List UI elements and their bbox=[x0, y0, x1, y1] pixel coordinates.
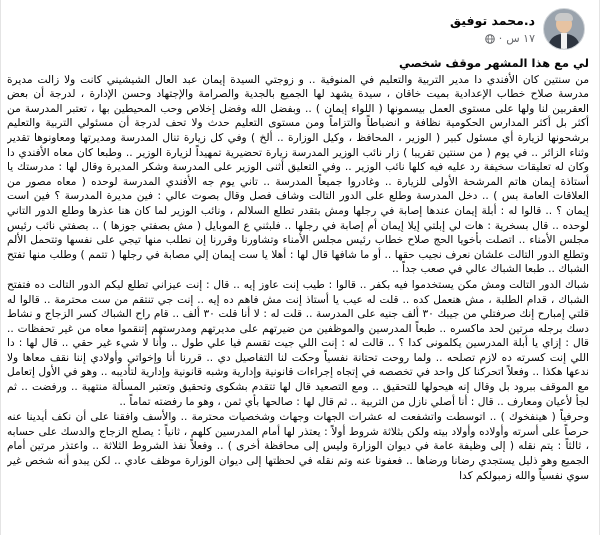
post-time[interactable]: ١٧ س bbox=[506, 32, 535, 45]
post-meta bbox=[450, 13, 535, 45]
globe-icon bbox=[485, 34, 495, 44]
author-avatar[interactable] bbox=[543, 8, 585, 50]
post-paragraph: من سنتين كان الأفندي دا مدير التربية والتعليم في المنوفية .. و زوجتي السيدة إيمان عبد العال الشيشيني كانت ولا زالت مديرة مدرسة صلاح خطاب الإعدادية بميت خاقان ، سيدة يشهد لها الجميع بالجدية والصرامة والإجتهاد وحسن الإدارة ، لدرجة أن بعض العقربين لنا ولها على مستوى العمل بيسمونها ( اللواء إيمان ) .. وبفضل الله وفضل إخلاص وحب المحيطين بها ، تعتبر المدرسة من أكثر بل أكثر المدارس الحكومية نظافة و انضباطاً والتزاماً ومن مستوى التعليم حدث ولا تحف لدرجة أن مسئولي التربية والتعليم برشحونها لزيارة أي مسئول كبير ( الوزير ، المحافظ ، وكيل الوزارة .. ألخ ) وفي كل زيارة تنال المدرسة ومديرتها ومعاونوها تقدير وثناء الزائر .. في يوم ( من سنتين تقريبا ) زار نائب الوزير المدرسة زيارة تحضيرية تمهيداً لزيارة الوزير .. وطبعا كان معاه الأفندي دا وكان له تعليقات سخيفة رد عليه فيه كلها نائب الوزير .. وفي التعليق أثنى الوزير على المدرسة وشكر المديرة وقال لها : مدرستك يا أستاذة إيمان هاتم المرشحة الأولى للزيارة .. وغادروا جميعاً المدرسة .. تاني يوم جه الأفندي المدرسة لوحده ( معاه مصور من العلاقات العامة بس ) .. دخل المدرسة وطلع على الدور التالت وشاف فصل وقال بصوت عالي : فين مديرة المدرسة ؟ فين است إيمان ؟ .. قالوا له : أبلة إيمان عندها إصابة في رجلها ومش بتقدر تطلع السلالم ، ونائب الوزير لما كان هنا عذرها وطلع الدور التاني لوحده .. قال بسخرية : هات لي إبلتي إيلا إيمان أم إصابة في رجلها .. فلبثني ع الموبايل ( مش بصفتي جوزها ) .. بصفتي نائب رئيس مجلس الأمناء .. اتصلت بأخويا الحج صلاح خطاب رئيس مجلس الأمناء وتشاورنا وقررنا إن نطلب منها تيجي على نفسها وتتحمل الألم وتطلع الدور التالت علشان نعرف نجيب حقها .. أو ما شافها قال لها : أهلا يا ست إيمان إلي مصابة في رجلها ( تتمم ) وطلب منها تفتح الشباك .. طبعا الشباك عالي في صعب جداً .. bbox=[7, 73, 589, 276]
post-subline: ١٧ س · bbox=[450, 32, 535, 45]
post-header bbox=[450, 6, 585, 52]
author-name[interactable]: د.محمد توفيق bbox=[450, 13, 535, 28]
post-paragraph: وحرفياً ( هينفخوك ) .. اتوسطت واتشفعت له عشرات الجهات وجهات وشخصيات محترمة .. والأسف وافقنا على أن نكف أيدينا عنه حرصاً على أسرته وأولاده وأولاد بيته ولكن بثلاثة شروط أولاً : يعتذر لها أمام المدرسين كلهم ، ثانياً : يصلح الزجاج والدسك على حسابه ، ثالثاً : يتم نقله ( إلى وظيفة عامة في ديوان الوزارة وليس إلى محافظة أخرى ) .. وفعلاً نفذ الشروط الثلاثة .. واعتذر مرتين أمام الجميع وهو ذليل يستجدي رضانا ورضاها .. فعفونا عنه وتم نقله في لحظتها إلى ديوان الوزارة موظف عادي .. لكن يبدو أنه شخص غير سوي نفسياً والله زمبولكم كدا bbox=[7, 411, 589, 482]
post-title: لي مع هذا المشهر موقف شخصي bbox=[398, 56, 589, 70]
post-paragraph: شباك الدور التالت ومش مكن يستخدموا فيه بكفر .. قالوا : طيب إنت عاوز إيه .. قال : إنت عيزاني تطلع ليكم الدور التالت ده فتفتح الشباك ، قدام الطلبة ، مش هنعمل كده .. قلت له عيب يا أستاذ إنت مش فاهم ده إيه .. إنت جي تنتقم من ست محترمة .. قالوا له قلتي إمبارح إنك صرفتلي من جيبك ٣٠ ألف جنيه على المدرسة .. قلت له : لا أنا قلت ٣٠ ألف .. قام راح الشباك كسر الزجاج و نشاط دسك برجله مرتين لحد ماكسره .. طبعاً المدرسين والموظفين من ضيرتهم على مديرتهم ومدرستهم إتنقموا معاه من غير تحفظات .. قال : إزاي يا أبلة المدرسين يكلمونى كدا ؟ .. قالت له : إنت اللي جيت تقسم فيا علي طول .. وأنا لا شيء غير حقي .. قال لها : دا اللي إنت كسرته ده لازم تصلحه .. ولما روحت تحتانة نفسياً وحكت لنا التفاصيل دي .. قررنا أنا وإخواتي وأولادي إننا نقف معاها ولا ندعها هكذا .. وفعلاً اتحركنا كل واحد في تخصصه في إتجاه إجراءات قانونية وإدارية وشبه قانونية وإدارية لتأديبه .. وهو في الأول إتعامل مع الموقف ببرود بل وقال إنه هيحولها للتحقيق .. ومع التصعيد قال لها تتقدم بشكوى وتحقيق وتعتبر المسألة منتهية .. ورفضت .. ثم لجأ لأعيان ومعارف .. قال : أنا أصلي نازل من التربية .. ثم قال لها : صالحها بأي ثمن ، وهو ما رفضته تماماً .. bbox=[7, 278, 589, 408]
post-body bbox=[7, 56, 589, 535]
